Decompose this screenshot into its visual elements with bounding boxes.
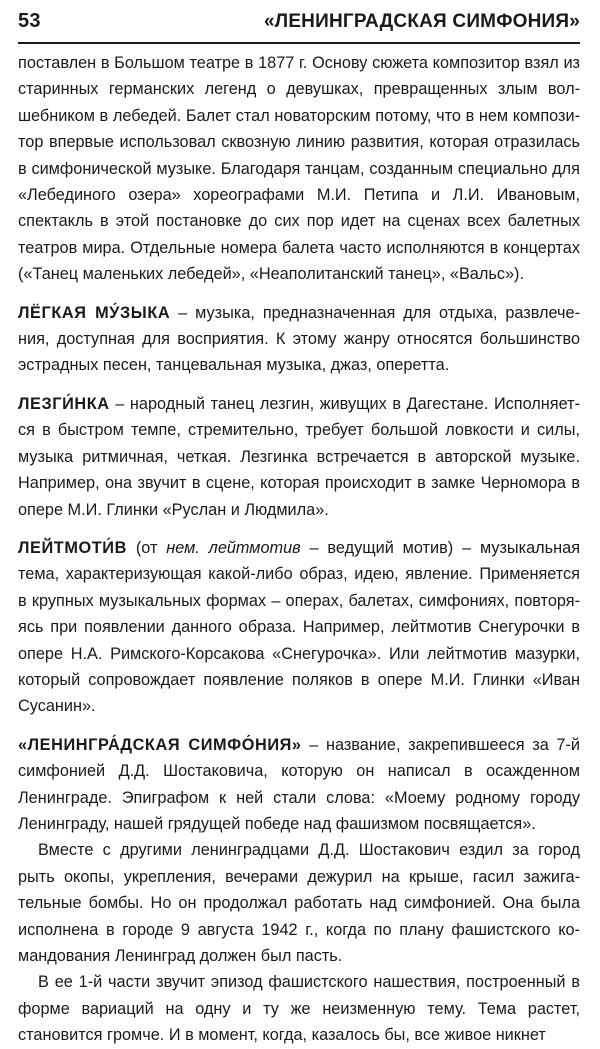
entry-leitmotif [18, 535, 580, 720]
page-header [18, 0, 580, 44]
entry-term: «ЛЕНИНГРА́ДСКАЯ СИМФО́НИЯ» [18, 735, 302, 754]
entry-leningrad-symphony [18, 732, 580, 838]
entry-lezginka [18, 391, 580, 523]
entry-light-music [18, 300, 580, 379]
entry-definition: – ведущий мотив) – музыкальная тема, характеризующая какой-либо образ, идею, явление. Применяется в крупных музыкальных формах – операх, балетах, симфониях, повторяясь при появлении данного образа. Например, лейтмотив Снегурочки в опере Н.А. Римского-Корсакова «Снегурочка». Или лейтмотив мазурки, который сопровождает появление поляков в опере М.И. Глинки «Иван Сусанин». [18, 538, 581, 716]
body-paragraph: В ее 1-й части звучит эпизод фашистского нашествия, построенный в форме вариаций на одну и ту же неизменную тему. Тема растет, становится громче. И в момент, когда, казалось бы, все живое никнет [18, 973, 580, 1045]
continuation-paragraph: поставлен в Большом театре в 1877 г. Основу сюжета композитор взял из старинных германских легенд о девушках, превращенных злым волшебником в лебедей. Балет стал новаторским потому, что в нем композитор впервые использовал сквозную линию развития, которая отразилась в симфонической музыке. Благодаря танцам, созданным специально для «Лебединого озера» хореографами М.И. Петипа и Л.И. Ивановым, спектакль в этой постановке до сих пор идет на сценах всех балетных театров мира. Отдельные номера балета часто исполняются в концертах («Танец маленьких лебедей», «Неаполитанский танец», «Вальс»). [18, 54, 580, 284]
entry-term: ЛЕЙТМОТИ́В [18, 538, 127, 557]
entry-definition: – народный танец лезгин, живущих в Дагестане. Исполняется в быстром темпе, стремительно, требует большой ловкости и силы, музыка ритмичная, четкая. Лезгинка встречается в авторской музыке. Например, она звучит в сцене, которая происходит в замке Черномора в опере М.И. Глинки «Руслан и Людмила». [18, 394, 580, 519]
entry-term: ЛЕЗГИ́НКА [18, 394, 110, 413]
entry-etymology-prefix: (от [126, 538, 167, 557]
entry-definition: – название, закрепившееся за 7-й симфонией Д.Д. Шостаковича, которую он написал в осажденном Ленинграде. Эпиграфом к ней стали слова: «Моему родному городу Ленинграду, нашей грядущей победе над фашизмом посвящается». [18, 735, 581, 833]
body-paragraph: Вместе с другими ленинградцами Д.Д. Шостакович ездил за город рыть окопы, укрепления, вечерами дежурил на крыше, гасил зажигательные бомбы. Но он продолжал работать над симфонией. Она была исполнена в городе 9 августа 1942 г., когда по плану фашистского командования Ленинград должен был пасть. [18, 841, 580, 965]
entry-definition: – музыка, предназначенная для отдыха, развлечения, доступная для восприятия. К этому жанру относятся большинство эстрадных песен, танцевальная музыка, джаз, оперетта. [18, 303, 580, 375]
running-title: «ЛЕНИНГРАДСКАЯ СИМФОНИЯ» [264, 11, 580, 32]
page-number: 53 [18, 10, 41, 32]
entry-term: ЛЁГКАЯ МУ́ЗЫКА [18, 303, 171, 322]
entry-etymology: нем. лейтмотив [166, 538, 301, 557]
page-content [18, 44, 580, 1049]
